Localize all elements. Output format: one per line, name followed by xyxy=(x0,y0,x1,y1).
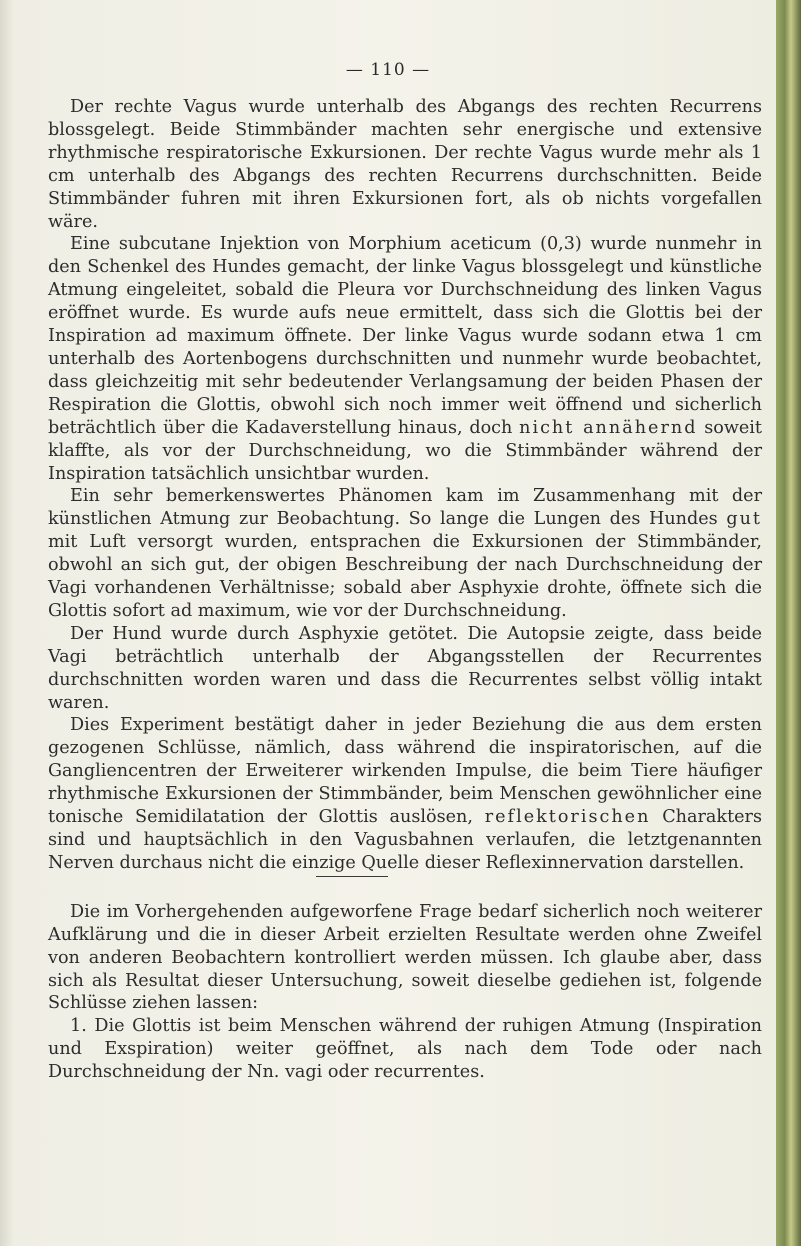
paragraph-autopsy xyxy=(48,623,762,715)
paragraph-conclusions-intro xyxy=(48,901,762,1016)
text-run: Der rechte Vagus wurde unterhalb des Abgangs des rechten Recurrens blossgelegt. Beide Stimmbänder machten sehr energische und extensive rhythmische respiratorische Exkursionen. Der rechte Vagus wurde mehr als 1 cm unterhalb des Abgangs des rechten Recurrens durchschnitten. Beide Stimmbänder fuhren mit ihren Exkursionen fort, als ob nichts vorgefallen wäre. xyxy=(48,97,762,232)
text-run: 1. Die Glottis ist beim Menschen während der ruhigen Atmung (Inspiration und Exspiration) weiter geöffnet, als nach dem Tode oder nach Durchschneidung der Nn. vagi oder recurrentes. xyxy=(48,1016,762,1083)
paragraph-conclusion-1 xyxy=(48,1015,762,1084)
section-gap xyxy=(48,877,762,901)
paragraph-vagus-right xyxy=(48,96,762,233)
paragraph-experiment-confirmation xyxy=(48,714,762,874)
emphasis-run: reflektorischen xyxy=(484,807,651,828)
paragraph-morphium-injection xyxy=(48,233,762,485)
emphasis-run: nicht annähernd xyxy=(519,417,698,438)
emphasis-run: gut xyxy=(726,509,762,530)
paragraph-artificial-respiration xyxy=(48,485,762,622)
page-gutter-shadow xyxy=(0,0,14,1246)
text-run: soweit klaffte, als vor der Durchschneidung, wo die Stimmbänder während der Inspiration tatsächlich unsichtbar wurden. xyxy=(48,417,762,484)
text-run: Charakters sind und hauptsächlich in den Vagusbahnen verlaufen, die letztgenannten Nerven durchaus nicht die einzige Quelle dieser Reflexinnervation darstellen. xyxy=(48,807,762,873)
text-run: Der Hund wurde durch Asphyxie getötet. Die Autopsie zeigte, dass beide Vagi beträchtlich unterhalb der Abgangsstellen der Recurrentes durchschnitten worden waren und dass die Recurrentes selbst völlig intakt waren. xyxy=(48,623,762,713)
text-run: mit Luft versorgt wurden, entsprachen die Exkursionen der Stimmbänder, obwohl an sich gut, der obigen Beschreibung der nach Durchschneidung der Vagi vorhandenen Verhältnisse; sobald aber Asphyxie drohte, öffnete sich die Glottis sofort ad maximum, wie vor der Durchschneidung. xyxy=(48,532,762,621)
text-run: Dies Experiment bestätigt daher in jeder Beziehung die aus dem ersten gezogenen Schlüsse, nämlich, dass während die inspiratorischen, auf die Gangliencentren der Erweiterer wirkenden Impulse, die beim Tiere häufiger rhythmische Exkursionen der Stimmbänder, beim Menschen gewöhnlicher eine tonische Semidilatation der Glottis auslösen, xyxy=(48,715,762,828)
scan-edge-strip xyxy=(776,0,801,1246)
page-number: — 110 — xyxy=(345,60,431,80)
body-text xyxy=(48,96,762,1084)
text-run: Die im Vorhergehenden aufgeworfene Frage bedarf sicherlich noch weiterer Aufklärung und die in dieser Arbeit erzielten Resultate werden ohne Zweifel von anderen Beobachtern kontrolliert werden müssen. Ich glaube aber, dass sich als Resultat dieser Untersuchung, soweit dieselbe gediehen ist, folgende Schlüsse ziehen lassen: xyxy=(48,901,762,1014)
text-run: Eine subcutane Injektion von Morphium aceticum (0,3) wurde nunmehr in den Schenkel des Hundes gemacht, der linke Vagus blossgelegt und künstliche Atmung eingeleitet, sobald die Pleura vor Durchschneidung des linken Vagus eröffnet wurde. Es wurde aufs neue ermittelt, dass sich die Glottis bei der Inspiration ad maximum öffnete. Der linke Vagus wurde sodann etwa 1 cm unterhalb des Aortenbogens durchschnitten und nunmehr wurde beobachtet, dass gleichzeitig mit sehr bedeutender Verlangsamung der beiden Phasen der Respiration die Glottis, obwohl sich noch immer weit öffnend und sicherlich beträchtlich über die Kadaverstellung hinaus, doch xyxy=(48,234,762,438)
text-run: Ein sehr bemerkenswertes Phänomen kam im Zusammenhang mit der künstlichen Atmung zur Beobachtung. So lange die Lungen des Hundes xyxy=(48,486,762,530)
